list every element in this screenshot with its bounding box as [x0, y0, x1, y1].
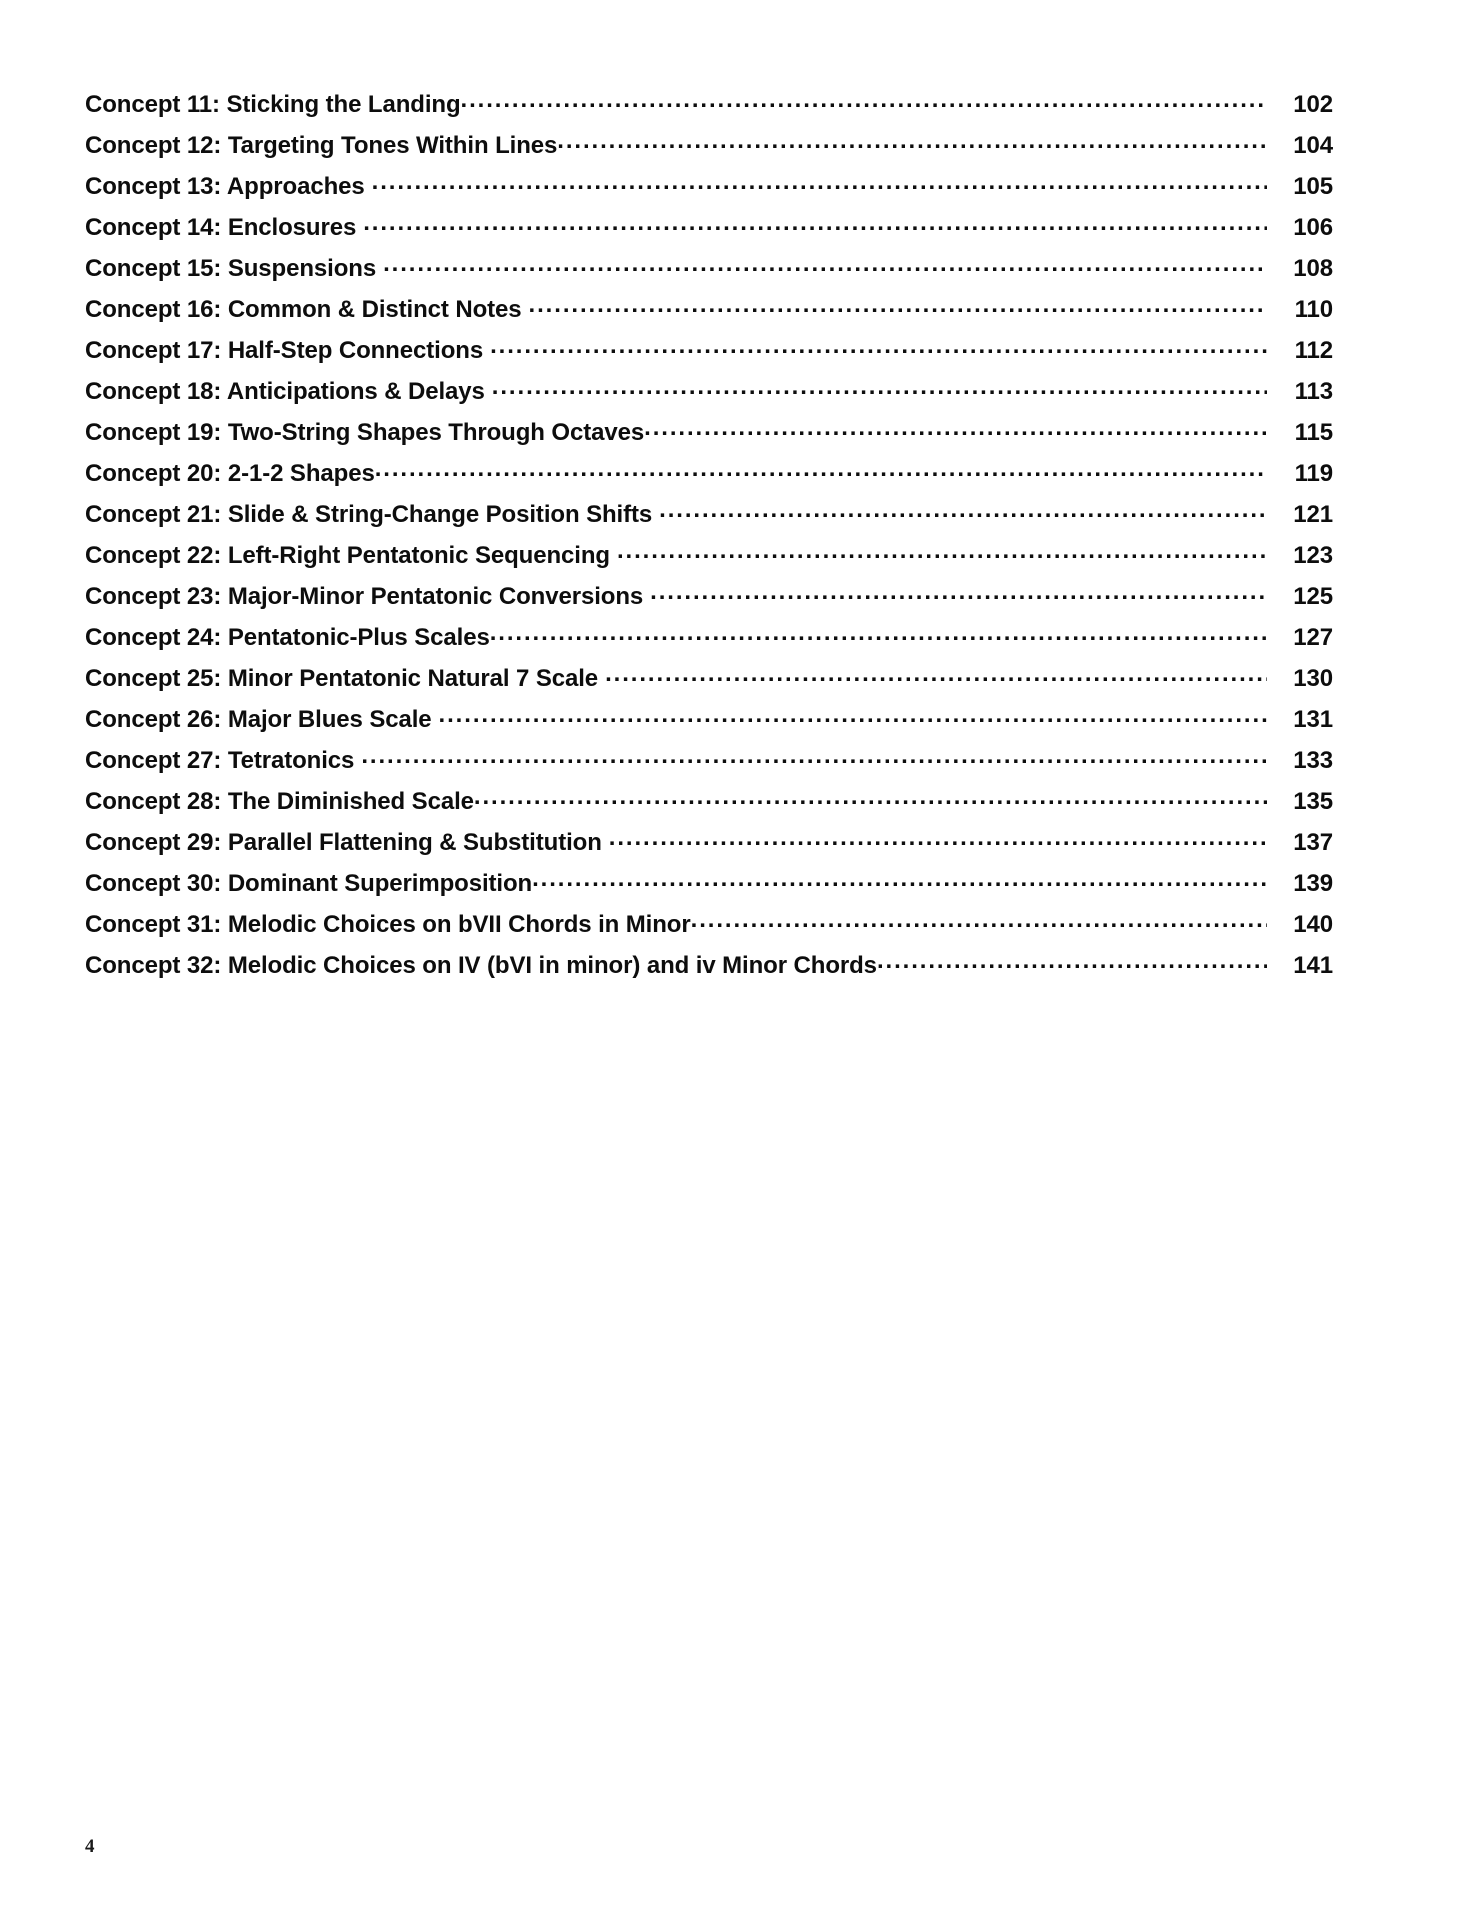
toc-entry-page-number: 135 [1293, 788, 1333, 815]
toc-entry-page-number: 102 [1293, 91, 1333, 118]
toc-dot-leader [474, 785, 1267, 809]
toc-entry-page-number: 106 [1293, 214, 1333, 241]
toc-entry[interactable] [85, 703, 1333, 744]
toc-entry[interactable] [85, 662, 1333, 703]
toc-entry-page-number: 115 [1294, 419, 1333, 446]
toc-entry-title: Concept 32: Melodic Choices on IV (bVI in minor) and iv Minor Chords [85, 952, 877, 979]
toc-dot-leader [644, 416, 1267, 440]
toc-entry-page-number: 112 [1294, 337, 1333, 364]
toc-entry[interactable] [85, 785, 1333, 826]
toc-dot-leader [490, 621, 1267, 645]
toc-entry-page-number: 131 [1293, 706, 1333, 733]
toc-entry-title: Concept 29: Parallel Flattening & Substitution [85, 829, 602, 856]
toc-entry[interactable] [85, 621, 1333, 662]
table-of-contents [85, 88, 1333, 990]
toc-dot-leader [375, 457, 1267, 481]
toc-entry-page-number: 121 [1293, 501, 1333, 528]
toc-entry-title: Concept 21: Slide & String-Change Position Shifts [85, 501, 653, 528]
toc-entry-title: Concept 13: Approaches [85, 173, 365, 200]
toc-entry-title: Concept 17: Half-Step Connections [85, 337, 484, 364]
toc-entry[interactable] [85, 580, 1333, 621]
toc-dot-leader [877, 949, 1267, 973]
toc-dot-leader [650, 580, 1267, 604]
toc-dot-leader [529, 293, 1267, 317]
toc-entry-title: Concept 27: Tetratonics [85, 747, 355, 774]
toc-entry[interactable] [85, 88, 1333, 129]
toc-entry-page-number: 105 [1293, 173, 1333, 200]
toc-entry[interactable] [85, 457, 1333, 498]
toc-dot-leader [532, 867, 1267, 891]
toc-entry-page-number: 119 [1294, 460, 1333, 487]
toc-entry-page-number: 125 [1293, 583, 1333, 610]
toc-entry-page-number: 123 [1293, 542, 1333, 569]
toc-entry-page-number: 137 [1293, 829, 1333, 856]
toc-entry[interactable] [85, 908, 1333, 949]
toc-entry[interactable] [85, 949, 1333, 990]
toc-entry-page-number: 133 [1293, 747, 1333, 774]
toc-entry[interactable] [85, 293, 1333, 334]
toc-entry[interactable] [85, 867, 1333, 908]
toc-dot-leader [557, 129, 1267, 153]
toc-entry-title: Concept 25: Minor Pentatonic Natural 7 Scale [85, 665, 599, 692]
toc-dot-leader [361, 744, 1267, 768]
toc-dot-leader [461, 88, 1267, 112]
toc-entry-title: Concept 16: Common & Distinct Notes [85, 296, 522, 323]
toc-entry-page-number: 113 [1294, 378, 1333, 405]
toc-entry-title: Concept 18: Anticipations & Delays [85, 378, 485, 405]
toc-entry-page-number: 127 [1293, 624, 1333, 651]
toc-dot-leader [492, 375, 1267, 399]
toc-entry-page-number: 110 [1294, 296, 1333, 323]
toc-dot-leader [691, 908, 1267, 932]
toc-entry-title: Concept 12: Targeting Tones Within Lines [85, 132, 558, 159]
toc-dot-leader [490, 334, 1267, 358]
toc-entry-title: Concept 30: Dominant Superimposition [85, 870, 533, 897]
toc-entry[interactable] [85, 252, 1333, 293]
toc-entry-title: Concept 24: Pentatonic-Plus Scales [85, 624, 490, 651]
toc-entry[interactable] [85, 334, 1333, 375]
toc-entry[interactable] [85, 375, 1333, 416]
toc-dot-leader [605, 662, 1267, 686]
toc-dot-leader [609, 826, 1267, 850]
toc-dot-leader [439, 703, 1267, 727]
toc-entry-title: Concept 20: 2-1-2 Shapes [85, 460, 375, 487]
toc-entry-title: Concept 26: Major Blues Scale [85, 706, 432, 733]
toc-entry-title: Concept 22: Left-Right Pentatonic Sequencing [85, 542, 610, 569]
toc-entry[interactable] [85, 539, 1333, 580]
toc-entry-page-number: 139 [1293, 870, 1333, 897]
toc-entry[interactable] [85, 744, 1333, 785]
toc-entry-title: Concept 14: Enclosures [85, 214, 357, 241]
toc-entry-page-number: 130 [1293, 665, 1333, 692]
toc-dot-leader [383, 252, 1267, 276]
toc-dot-leader [659, 498, 1267, 522]
toc-entry[interactable] [85, 826, 1333, 867]
toc-entry[interactable] [85, 416, 1333, 457]
toc-entry-page-number: 104 [1293, 132, 1333, 159]
toc-entry-page-number: 108 [1293, 255, 1333, 282]
toc-entry-page-number: 140 [1293, 911, 1333, 938]
toc-entry-title: Concept 31: Melodic Choices on bVII Chords in Minor [85, 911, 691, 938]
toc-entry-title: Concept 11: Sticking the Landing [85, 91, 461, 118]
toc-entry[interactable] [85, 498, 1333, 539]
toc-entry-page-number: 141 [1293, 952, 1333, 979]
toc-entry[interactable] [85, 170, 1333, 211]
toc-entry-title: Concept 15: Suspensions [85, 255, 377, 282]
footer-page-number: 4 [85, 1836, 95, 1857]
toc-dot-leader [363, 211, 1267, 235]
toc-entry[interactable] [85, 129, 1333, 170]
toc-entry-title: Concept 28: The Diminished Scale [85, 788, 474, 815]
toc-entry-title: Concept 19: Two-String Shapes Through Octaves [85, 419, 645, 446]
toc-dot-leader [372, 170, 1267, 194]
toc-entry[interactable] [85, 211, 1333, 252]
toc-dot-leader [617, 539, 1267, 563]
toc-entry-title: Concept 23: Major-Minor Pentatonic Conversions [85, 583, 644, 610]
